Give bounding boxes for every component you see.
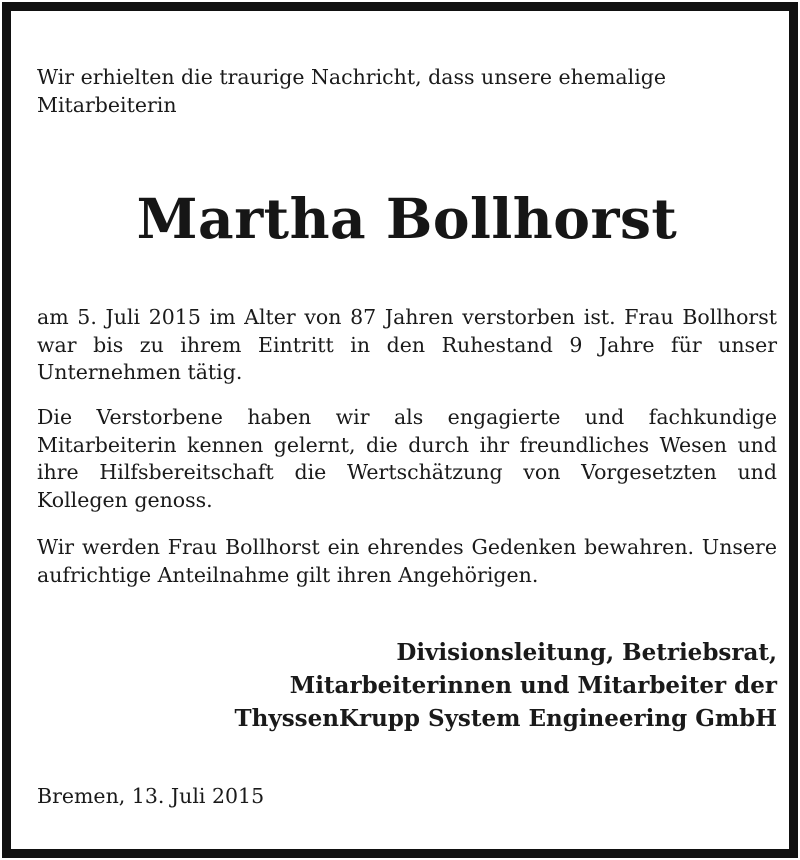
- signoff-block: [37, 636, 777, 735]
- paragraph-condolence: Wir werden Frau Bollhorst ein ehrendes Gedenken bewahren. Unsere aufrichtige Anteilnahme gilt ihren Angehörigen.: [37, 535, 777, 587]
- intro-text: Wir erhielten die traurige Nachricht, dass unsere ehemalige Mitarbeiterin: [37, 65, 667, 117]
- obituary-frame: [2, 2, 798, 858]
- paragraph-death-details: am 5. Juli 2015 im Alter von 87 Jahren verstorben ist. Frau Bollhorst war bis zu ihrem Eintritt in den Ruhestand 9 Jahre für unser Unternehmen tätig.: [37, 305, 777, 384]
- signoff-line: Divisionsleitung, Betriebsrat,: [396, 639, 777, 666]
- signoff-line: ThyssenKrupp System Engineering GmbH: [234, 705, 777, 732]
- dateline: Bremen, 13. Juli 2015: [37, 784, 265, 808]
- deceased-name: Martha Bollhorst: [136, 186, 678, 251]
- obituary-content: [37, 63, 777, 808]
- signoff-line: Mitarbeiterinnen und Mitarbeiter der: [289, 672, 777, 699]
- paragraph-tribute: Die Verstorbene haben wir als engagierte und fachkundige Mitarbeiterin kennen gelernt, die durch ihr freundliches Wesen und ihre Hilfsbereitschaft die Wertschätzung von Vorgesetzten und Kollegen genoss.: [37, 405, 777, 512]
